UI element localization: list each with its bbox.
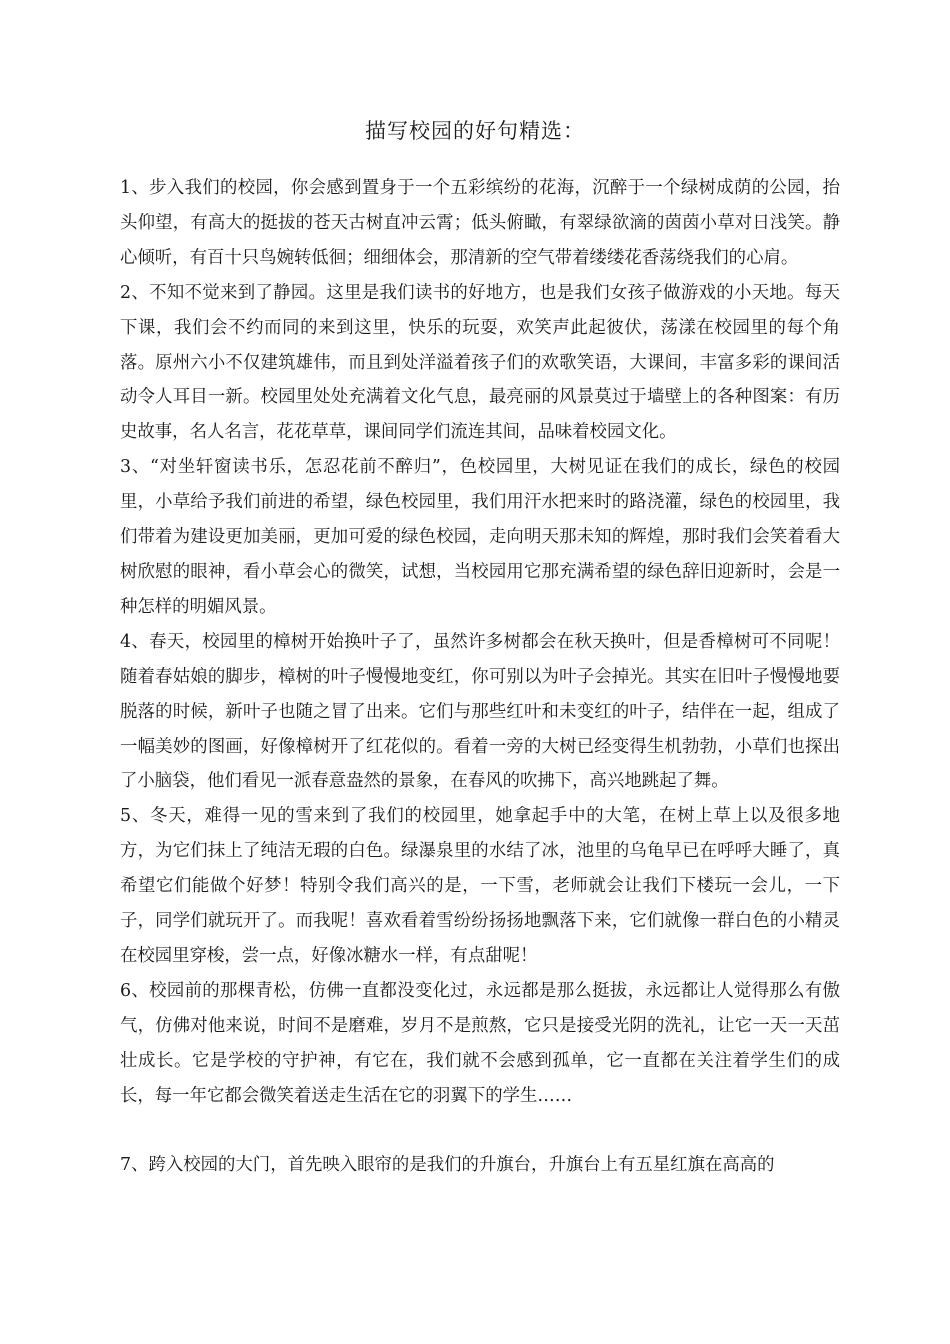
- page-title: 描写校园的好句精选：: [365, 119, 585, 143]
- paragraph-4: 4、春天，校园里的樟树开始换叶子了，虽然许多树都会在秋天换叶，但是香樟树可不同呢！随着春姑娘的脚步，樟树的叶子慢慢地变红，你可别以为叶子会掉光。其实在旧叶子慢慢地要脱落的时候，新叶子也随之冒了出来。它们与那些红叶和未变红的叶子，结伴在一起，组成了一幅美妙的图画，好像樟树开了红花似的。看着一旁的大树已经变得生机勃勃，小草们也探出了小脑袋，他们看见一派春意盎然的景象，在春风的吹拂下，高兴地跳起了舞。: [120, 631, 840, 792]
- paragraph-6: 6、校园前的那棵青松，仿佛一直都没变化过，永远都是那么挺拔，永远都让人觉得那么有傲气，仿佛对他来说，时间不是磨难，岁月不是煎熬，它只是接受光阴的洗礼，让它一天一天茁壮成长。它是学校的守护神，有它在，我们就不会感到孤单，它一直都在关注着学生们的成长，每一年它都会微笑着送走生活在它的羽翼下的学生……: [120, 980, 840, 1106]
- paragraph-7: 7、跨入校园的大门，首先映入眼帘的是我们的升旗台，升旗台上有五星红旗在高高的: [120, 1155, 775, 1176]
- paragraph-3: 3、“对坐轩窗读书乐，怎忍花前不醉归”，色校园里，大树见证在我们的成长，绿色的校园里，小草给予我们前进的希望，绿色校园里，我们用汗水把来时的路浇灌，绿色的校园里，我们带着为建设更加美丽，更加可爱的绿色校园，走向明天那未知的辉煌，那时我们会笑着看大树欣慰的眼神，看小草会心的微笑，试想，当校园用它那充满希望的绿色辞旧迎新时，会是一种怎样的明媚风景。: [120, 457, 840, 617]
- paragraph-5: 5、冬天，难得一见的雪来到了我们的校园里，她拿起手中的大笔，在树上草上以及很多地方，为它们抹上了纯洁无瑕的白色。绿瀑泉里的水结了冰，池里的乌龟早已在呼呼大睡了，真希望它们能做个好梦！特别令我们高兴的是，一下雪，老师就会让我们下楼玩一会儿，一下子，同学们就玩开了。而我呢！喜欢看着雪纷纷扬扬地飘落下来，它们就像一群白色的小精灵在校园里穿梭，尝一点，好像冰糖水一样，有点甜呢！: [120, 806, 840, 966]
- blank-line: [120, 1113, 840, 1148]
- document-body: [120, 171, 840, 1183]
- paragraph-1: 1、步入我们的校园，你会感到置身于一个五彩缤纷的花海，沉醉于一个绿树成荫的公园，抬头仰望，有高大的挺拔的苍天古树直冲云霄；低头俯瞰，有翠绿欲滴的茵茵小草对日浅笑。静心倾听，有百十只鸟婉转低徊；细细体会，那清新的空气带着缕缕花香荡绕我们的心肩。: [120, 178, 840, 268]
- paragraph-2: 2、不知不觉来到了静园。这里是我们读书的好地方，也是我们女孩子做游戏的小天地。每天下课，我们会不约而同的来到这里，快乐的玩耍，欢笑声此起彼伏，荡漾在校园里的每个角落。原州六小不仅建筑雄伟，而且到处洋溢着孩子们的欢歌笑语，大课间，丰富多彩的课间活动令人耳目一新。校园里处处充满着文化气息，最亮丽的风景莫过于墙壁上的各种图案：有历史故事，名人名言，花花草草，课间同学们流连其间，品味着校园文化。: [120, 282, 840, 443]
